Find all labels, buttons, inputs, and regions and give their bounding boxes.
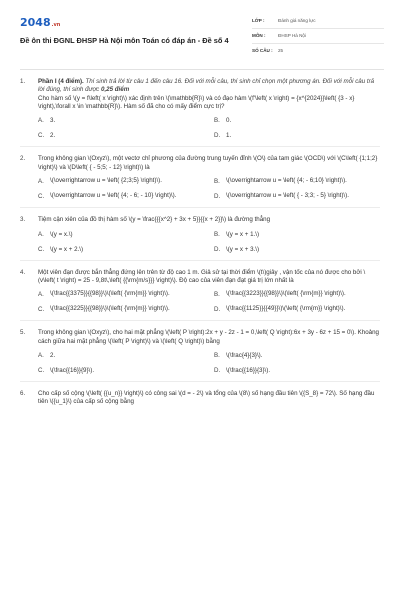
meta-value: 25	[278, 48, 284, 54]
answer-option-a[interactable]	[38, 290, 204, 300]
answer-option-a[interactable]	[38, 230, 204, 240]
meta-row-count	[252, 44, 384, 59]
answer-option-c[interactable]	[38, 192, 204, 202]
option-letter: B.	[214, 351, 220, 359]
option-letter: D.	[214, 193, 221, 201]
option-text: 3.	[50, 117, 56, 125]
meta-label: SỐ CÂU :	[252, 48, 273, 54]
question-text: Một viên đạn được bắn thẳng đứng lên trên từ độ cao 1 m. Giả sử tại thời điểm \(t\)giây , vận tốc của nó được cho bởi \(v\left( t \right) = 25 - 9,8t\,\left( {{\rm{m/s}}} \right)\). Độ cao của viên đạn đạt giá trị lớn nhất là	[38, 268, 366, 284]
part-heading: Phần I (4 điểm).	[38, 78, 84, 85]
answer-option-a[interactable]	[38, 116, 204, 126]
exam-title: Đề ôn thi ĐGNL ĐHSP Hà Nội môn Toán có đáp án - Đề số 4	[20, 36, 229, 45]
option-letter: C.	[38, 132, 45, 140]
answer-option-b[interactable]	[214, 290, 380, 300]
page-header	[20, 14, 384, 70]
answer-option-a[interactable]	[38, 351, 204, 361]
option-text: \(y = x.\)	[50, 230, 73, 238]
option-letter: D.	[214, 366, 221, 374]
option-letter: D.	[214, 306, 221, 314]
option-letter: A.	[38, 291, 44, 299]
option-letter: B.	[214, 230, 220, 238]
answer-option-c[interactable]	[38, 245, 204, 255]
meta-row-class	[252, 14, 384, 29]
option-letter: C.	[38, 366, 45, 374]
option-text: \(\frac{{1125}}{{49}}\)\(\left( {\rm{m}} \right)\).	[226, 305, 346, 313]
logo-domain: .vn	[51, 22, 61, 28]
answer-options	[38, 230, 380, 255]
answer-option-c[interactable]	[38, 131, 204, 141]
option-letter: B.	[214, 117, 220, 125]
question-item	[20, 216, 380, 260]
answer-option-b[interactable]	[214, 177, 380, 187]
option-letter: B.	[214, 178, 220, 186]
answer-option-c[interactable]	[38, 366, 204, 376]
answer-option-d[interactable]	[214, 192, 380, 202]
option-letter: A.	[38, 230, 44, 238]
question-text	[38, 78, 380, 111]
question-text: Trong không gian \(Oxyz\), một vectơ chỉ phương của đường trung tuyến đỉnh \(O\) của tam giác \(OCD\) với \(C\left( {1;1;2} \right)\) và \(D\left( { - 5;5; - 12} \right)\) là	[38, 155, 378, 171]
option-letter: D.	[214, 245, 221, 253]
option-letter: A.	[38, 117, 44, 125]
answer-options	[38, 116, 380, 141]
option-text: \(\overrightarrow u = \left( {4; - 6;10} \right)\).	[226, 177, 347, 185]
question-item	[20, 269, 380, 322]
question-number: 4.	[20, 268, 26, 276]
answer-options	[38, 290, 380, 315]
answer-option-d[interactable]	[214, 131, 380, 141]
exam-meta-table	[252, 14, 384, 59]
option-text: \(\frac{{3375}}{{98}}\)\(\left( {\rm{m}} \right)\).	[50, 290, 170, 298]
question-number: 6.	[20, 389, 26, 397]
option-letter: C.	[38, 245, 45, 253]
option-text: \(\overrightarrow u = \left( {4; - 6; - 10} \right)\).	[50, 192, 177, 200]
question-text: Cho cấp số cộng \(\left( {{u_n}} \right)\) có công sai \(d = - 2\) và tổng của \(8\) số hạng đầu tiên \({S_8} = 72\). Số hạng đầu tiên \({u_1}\) của cấp số cộng bằng	[38, 389, 375, 406]
question-number: 3.	[20, 216, 26, 224]
score-text: 0,25 điểm	[101, 86, 130, 94]
answer-options	[38, 351, 380, 376]
option-text: \(\frac{{3223}}{{98}}\)\(\left( {\rm{m}} \right)\).	[226, 290, 346, 298]
answer-option-a[interactable]	[38, 177, 204, 187]
option-letter: C.	[38, 306, 45, 314]
option-text: 2.	[50, 132, 56, 140]
option-text: \(y = x + 3.\)	[226, 245, 260, 253]
option-letter: A.	[38, 178, 44, 186]
option-text: \(\frac{{16}}{3}\).	[226, 366, 271, 374]
option-text: \(\frac{{16}}{9}\).	[50, 366, 95, 374]
question-text: Tiệm cận xiên của đồ thị hàm số \(y = \frac{{{x^2} + 3x + 5}}{{x + 2}}\) là đường thẳng	[38, 216, 271, 224]
option-text: 0.	[226, 117, 232, 125]
question-number: 5.	[20, 329, 26, 337]
question-item	[20, 155, 380, 208]
option-text: \(\frac{4}{3}\).	[226, 351, 263, 359]
option-text: \(\overrightarrow u = \left( { - 3;3; - 5} \right)\).	[226, 192, 349, 200]
meta-label: LỚP :	[252, 17, 265, 23]
option-letter: A.	[38, 351, 44, 359]
answer-option-b[interactable]	[214, 230, 380, 240]
option-text: \(y = x + 2.\)	[50, 245, 84, 253]
option-letter: C.	[38, 193, 45, 201]
meta-value: ĐHSP Hà Nội	[278, 32, 306, 38]
answer-option-b[interactable]	[214, 116, 380, 126]
instruction-text: Thí sinh trả lời từ câu 1 đến câu 16. Đối với mỗi câu, thí sinh chỉ chọn một phương án. Đối với mỗi câu trả lời đúng, thí sinh được	[38, 78, 375, 94]
question-item	[20, 78, 380, 147]
meta-value: Đánh giá năng lực	[278, 17, 316, 23]
option-text: 2.	[50, 351, 56, 359]
question-number: 2.	[20, 155, 26, 163]
answer-option-b[interactable]	[214, 351, 380, 361]
option-letter: B.	[214, 291, 220, 299]
answer-option-d[interactable]	[214, 366, 380, 376]
logo-text: 2048	[20, 16, 51, 29]
meta-label: MÔN :	[252, 32, 266, 38]
answer-options	[38, 177, 380, 202]
question-body: Cho hàm số \(y = f\left( x \right)\) xác định trên \(\mathbb{R}\) và có đạo hàm \(f'\left( x \right) = {x^{2024}}\left( {3 - x} \right),\forall x \in \mathbb{R}\). Hàm số đã cho có mấy điểm cực trị?	[38, 94, 355, 111]
option-text: \(y = x + 1.\)	[226, 230, 260, 238]
answer-option-c[interactable]	[38, 305, 204, 315]
answer-option-d[interactable]	[214, 305, 380, 315]
meta-row-subject	[252, 29, 384, 44]
option-text: \(\overrightarrow u = \left( {2;3;5} \right)\).	[50, 177, 162, 185]
option-text: 1.	[226, 132, 232, 140]
site-logo[interactable]	[20, 16, 60, 31]
question-item	[20, 329, 380, 382]
question-list	[20, 78, 380, 420]
option-letter: D.	[214, 132, 221, 140]
question-number: 1.	[20, 78, 26, 85]
question-item	[20, 390, 380, 412]
option-text: \(\frac{{3225}}{{98}}\)\(\left( {\rm{m}} \right)\).	[50, 305, 170, 313]
answer-option-d[interactable]	[214, 245, 380, 255]
question-text: Trong không gian \(Oxyz\), cho hai mặt phẳng \(\left( P \right):2x + y - 2z - 1 = 0,\left( Q \right):6x + 3y - 6z + 15 = 0\). Khoảng cách giữa hai mặt phẳng \(\left( P \right)\) và \(\left( Q \right)\) bằng	[38, 329, 379, 345]
